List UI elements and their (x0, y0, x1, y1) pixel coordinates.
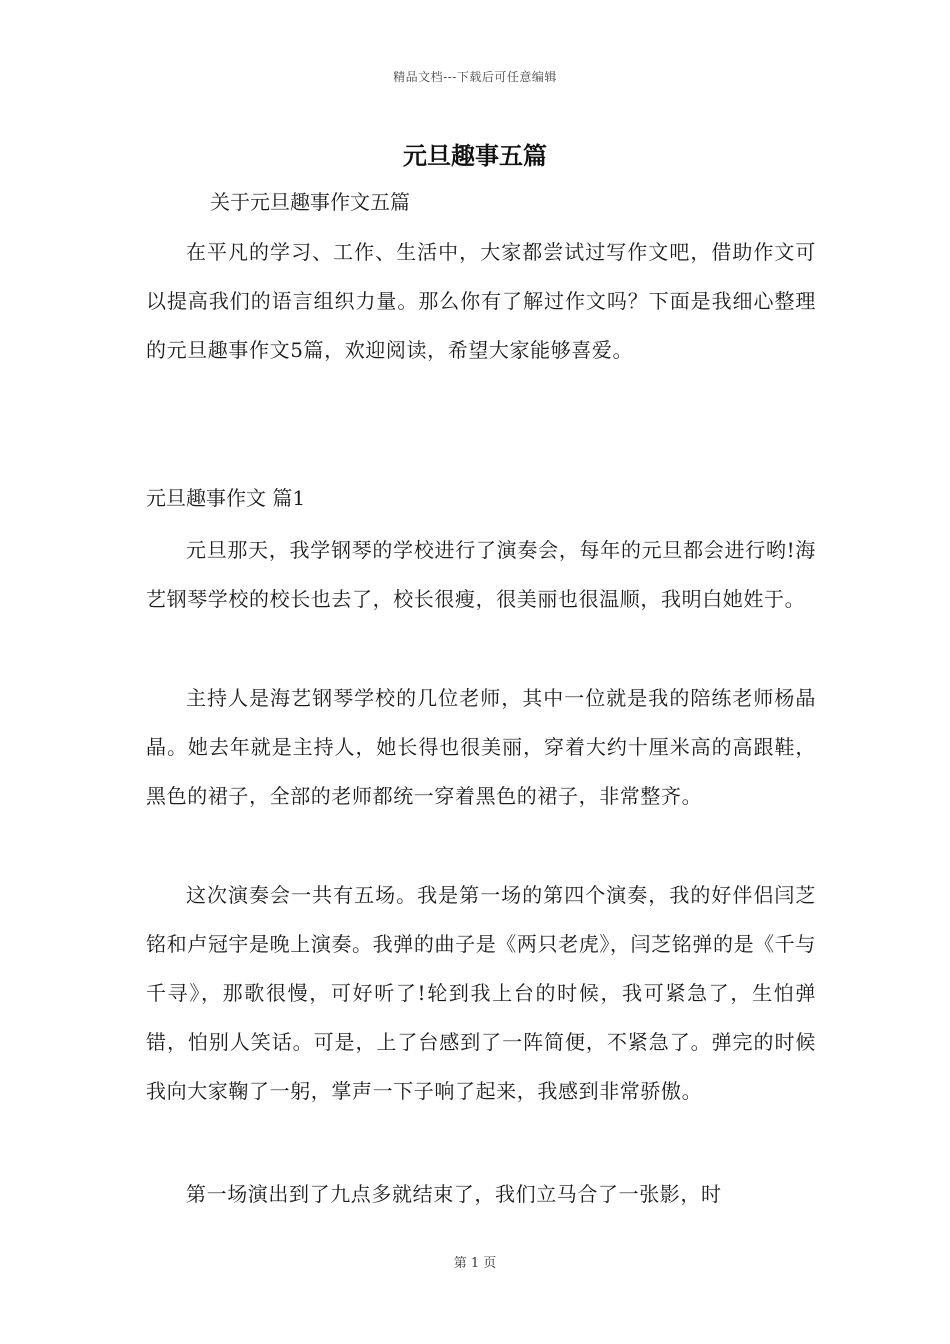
page-footer (0, 1252, 950, 1271)
page-number: 1 (470, 1256, 480, 1271)
document-subtitle: 关于元旦趣事作文五篇 (210, 190, 410, 214)
document-title: 元旦趣事五篇 (403, 141, 547, 170)
body-paragraph-4: 第一场演出到了九点多就结束了，我们立马合了一张影，时 (186, 1182, 722, 1206)
body-paragraph-2: 主持人是海艺钢琴学校的几位老师，其中一位就是我的陪练老师杨晶晶。她去年就是主持人，她长得也很美丽，穿着大约十厘米高的高跟鞋，黑色的裙子，全部的老师都统一穿着黑色的裙子，非常整齐。 (146, 686, 816, 808)
section-heading: 元旦趣事作文 篇1 (146, 486, 306, 510)
page-footer-prefix: 第 (453, 1256, 467, 1271)
body-paragraph-3: 这次演奏会一共有五场。我是第一场的第四个演奏，我的好伴侣闫芝铭和卢冠宇是晚上演奏。我弹的曲子是《两只老虎》，闫芝铭弹的是《千与千寻》，那歌很慢，可好听了!轮到我上台的时候，我可紧急了，生怕弹错，怕别人笑话。可是，上了台感到了一阵简便，不紧急了。弹完的时候我向大家鞠了一躬，掌声一下子响了起来，我感到非常骄傲。 (146, 883, 816, 1103)
header-note: 精品文档---下载后可任意编辑 (393, 70, 557, 84)
body-paragraph-1: 元旦那天，我学钢琴的学校进行了演奏会，每年的元旦都会进行哟!海艺钢琴学校的校长也去了，校长很瘦，很美丽也很温顺，我明白她姓于。 (146, 538, 816, 611)
page-footer-suffix: 页 (483, 1256, 497, 1271)
intro-paragraph: 在平凡的学习、工作、生活中，大家都尝试过写作文吧，借助作文可以提高我们的语言组织力量。那么你有了解过作文吗？下面是我细心整理的元旦趣事作文5篇，欢迎阅读，希望大家能够喜爱。 (146, 240, 816, 362)
